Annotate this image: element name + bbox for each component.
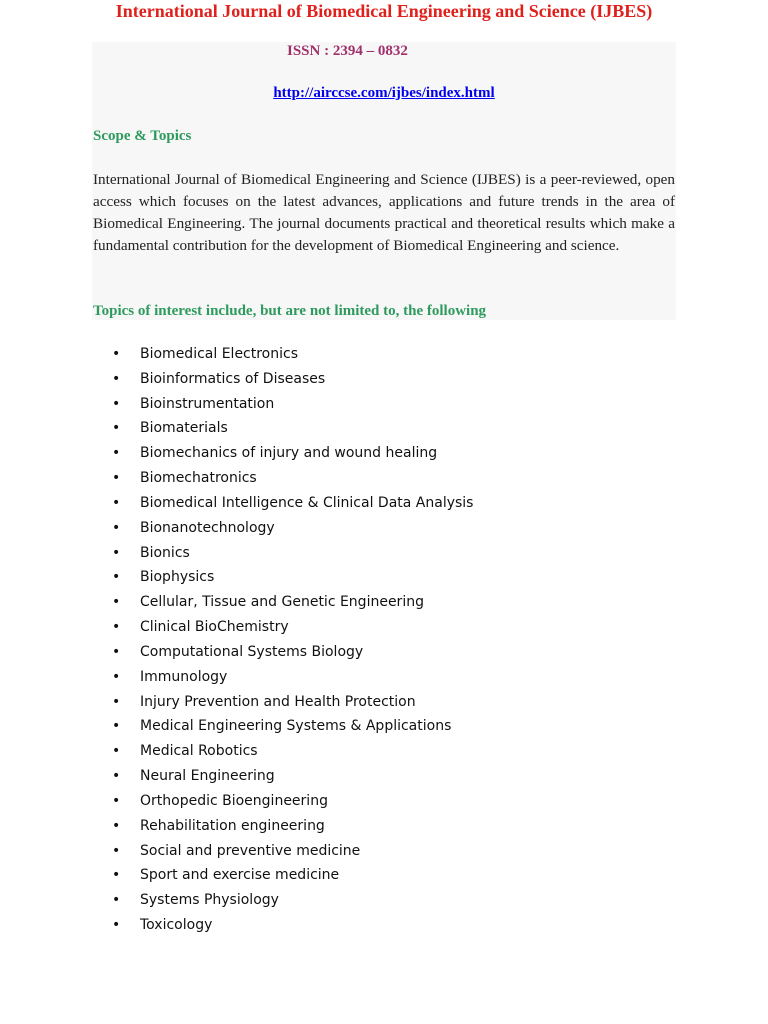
topic-label: Neural Engineering (140, 768, 275, 785)
topic-label: Immunology (140, 668, 228, 685)
topic-label: Sport and exercise medicine (140, 867, 340, 884)
bullet-icon: • (112, 817, 121, 834)
topic-list-item (112, 640, 473, 665)
bullet-icon: • (112, 470, 121, 487)
topic-label: Computational Systems Biology (140, 643, 364, 660)
bullet-icon: • (112, 544, 121, 561)
scope-paragraph: International Journal of Biomedical Engineering and Science (IJBES) is a peer-reviewed, open access which focuses on the latest advances, applications and future trends in the area of Biomedical Engineering. The journal documents practical and theoretical results which make a fundamental contribution for the development of Biomedical Engineering and science. (93, 171, 675, 254)
topic-label: Bionics (140, 544, 190, 561)
topic-label: Rehabilitation engineering (140, 817, 325, 834)
topic-list-item (112, 839, 473, 864)
bullet-icon: • (112, 643, 121, 660)
bullet-icon: • (112, 842, 121, 859)
issn-number: ISSN : 2394 – 0832 (287, 43, 408, 59)
topic-list-item (112, 441, 473, 466)
bullet-icon: • (112, 594, 121, 611)
topic-list-item (112, 541, 473, 566)
topic-list-item (112, 888, 473, 913)
topics-heading: Topics of interest include, but are not limited to, the following (93, 303, 487, 319)
bullet-icon: • (112, 569, 121, 586)
journal-url-link[interactable]: http://airccse.com/ijbes/index.html (273, 85, 495, 101)
bullet-icon: • (112, 519, 121, 536)
topic-list-item (112, 342, 473, 367)
bullet-icon: • (112, 420, 121, 437)
bullet-icon: • (112, 668, 121, 685)
bullet-icon: • (112, 494, 121, 511)
topic-list-item (112, 665, 473, 690)
topic-list-item (112, 814, 473, 839)
bullet-icon: • (112, 693, 121, 710)
bullet-icon: • (112, 892, 121, 909)
topic-list-item (112, 789, 473, 814)
topic-label: Biophysics (140, 569, 215, 586)
topic-list-item (112, 690, 473, 715)
bullet-icon: • (112, 743, 121, 760)
topic-list-item (112, 416, 473, 441)
journal-url-line (0, 84, 768, 102)
topic-list-item (112, 714, 473, 739)
bullet-icon: • (112, 370, 121, 387)
topic-label: Clinical BioChemistry (140, 619, 289, 636)
topic-label: Medical Robotics (140, 743, 258, 760)
topic-list-item (112, 764, 473, 789)
topic-label: Orthopedic Bioengineering (140, 792, 328, 809)
topic-list-item (112, 516, 473, 541)
journal-title: International Journal of Biomedical Engineering and Science (IJBES) (115, 1, 653, 21)
bullet-icon: • (112, 445, 121, 462)
bullet-icon: • (112, 768, 121, 785)
topic-label: Biomechatronics (140, 470, 257, 487)
bullet-icon: • (112, 395, 121, 412)
topic-list-item (112, 913, 473, 938)
topic-label: Medical Engineering Systems & Applications (140, 718, 452, 735)
topic-list-item (112, 615, 473, 640)
topic-label: Cellular, Tissue and Genetic Engineering (140, 594, 424, 611)
topic-label: Biomedical Electronics (140, 346, 299, 362)
topic-list-item (112, 863, 473, 888)
topic-label: Social and preventive medicine (140, 842, 361, 859)
topic-list-item (112, 565, 473, 590)
topic-label: Biomechanics of injury and wound healing (140, 445, 438, 462)
topic-list-item (112, 739, 473, 764)
bullet-icon: • (112, 718, 121, 735)
topic-label: Biomedical Intelligence & Clinical Data Analysis (140, 494, 474, 511)
topic-list-item (112, 590, 473, 615)
bullet-icon: • (112, 346, 121, 362)
topic-label: Injury Prevention and Health Protection (140, 693, 416, 710)
topic-list-item (112, 392, 473, 417)
topic-label: Bioinformatics of Diseases (140, 370, 326, 387)
bullet-icon: • (112, 792, 121, 809)
bullet-icon: • (112, 917, 121, 934)
bullet-icon: • (112, 619, 121, 636)
topic-label: Toxicology (140, 917, 213, 934)
topic-label: Bionanotechnology (140, 519, 275, 536)
bullet-icon: • (112, 867, 121, 884)
topic-label: Bioinstrumentation (140, 395, 275, 412)
topic-list-item (112, 491, 473, 516)
topic-list-item (112, 367, 473, 392)
topic-list-item (112, 466, 473, 491)
topic-label: Biomaterials (140, 420, 228, 437)
topics-list (112, 342, 473, 938)
scope-heading: Scope & Topics (93, 128, 192, 144)
topic-label: Systems Physiology (140, 892, 279, 909)
